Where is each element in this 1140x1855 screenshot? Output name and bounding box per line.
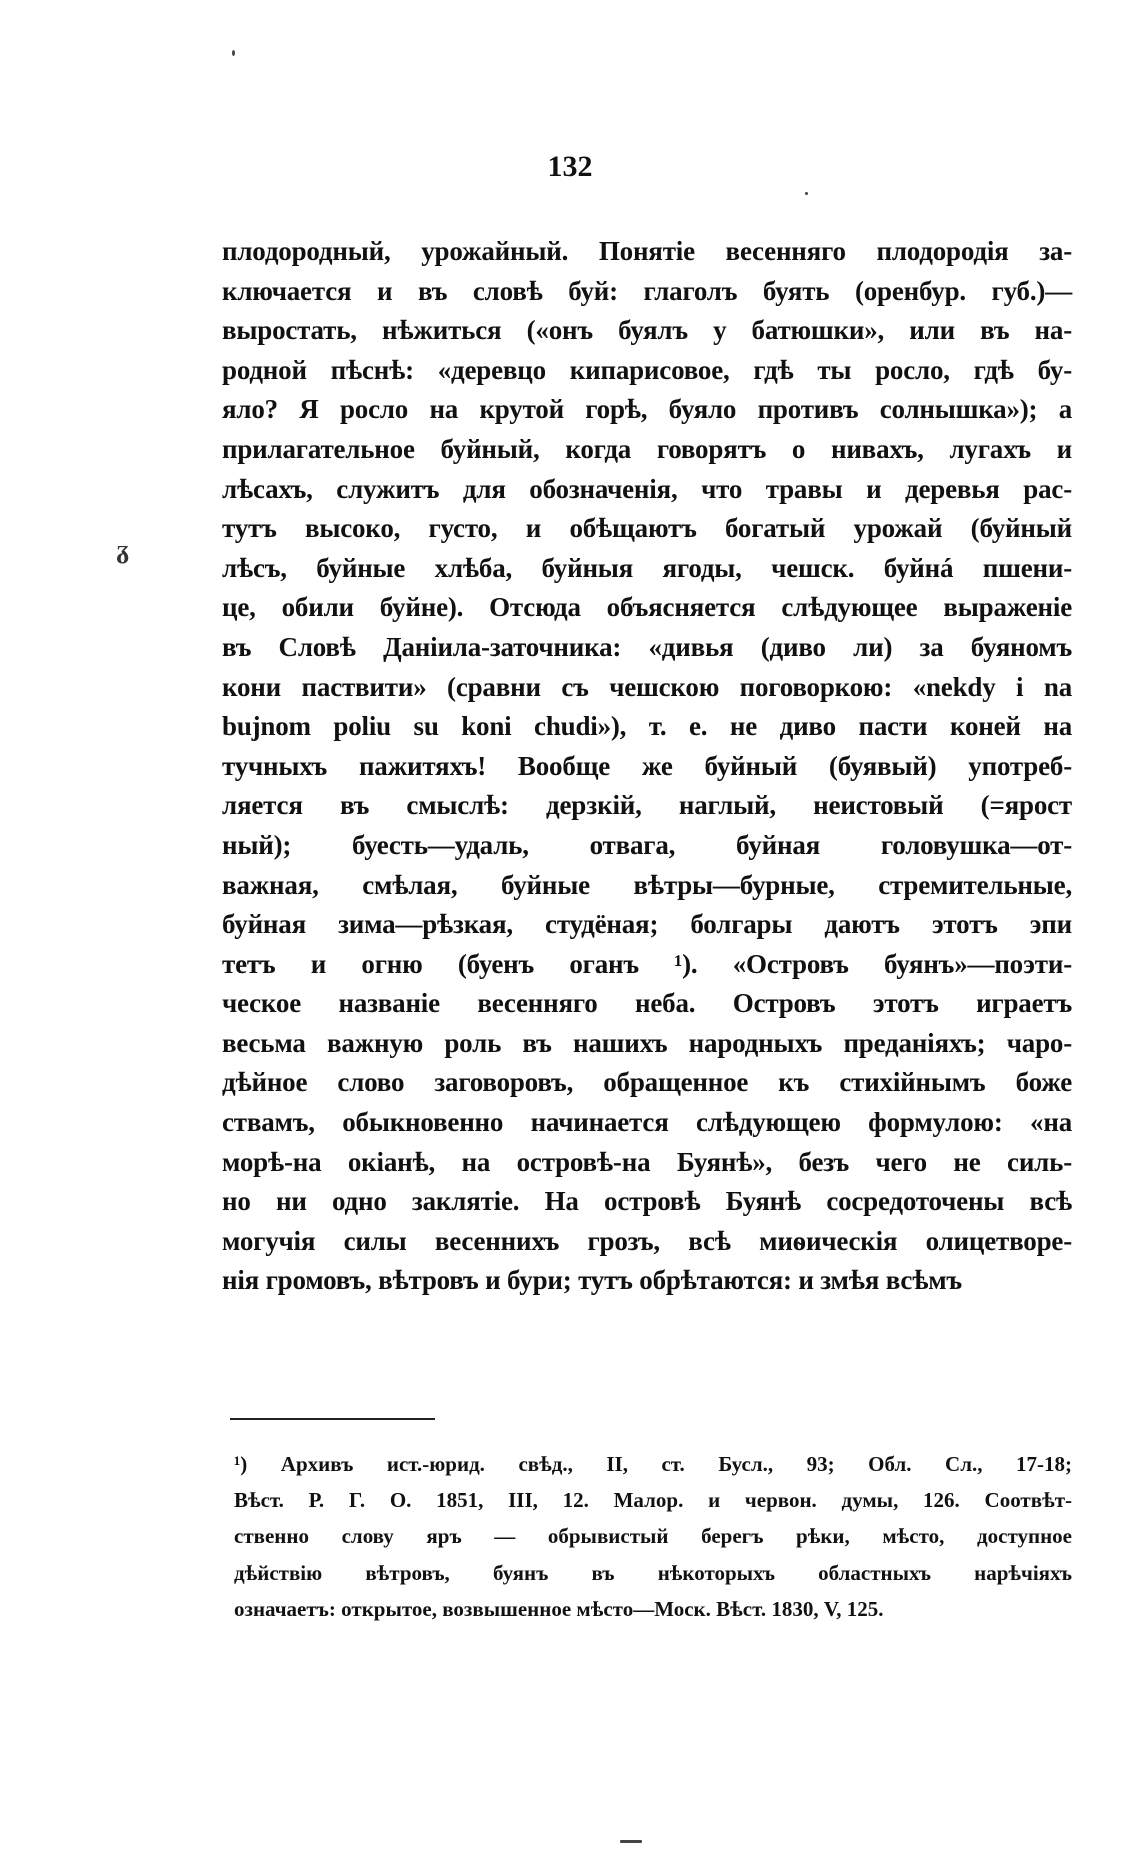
body-text [222, 232, 1072, 1301]
text-line: лѣсахъ, служитъ для обозначенія, что травы и деревья рас- [222, 473, 1072, 504]
text-line: яло? Я росло на крутой горѣ, буяло противъ солнышка»); а [222, 394, 1072, 425]
text-line: це, обили буйне). Отсюда объясняется слѣдующее выраженіе [222, 592, 1072, 623]
footnote-divider [230, 1418, 435, 1420]
text-line: ляется въ смыслѣ: дерзкій, наглый, неистовый (=ярост [222, 790, 1072, 821]
text-line: важная, смѣлая, буйные вѣтры—бурные, стремительные, [222, 869, 1072, 900]
page-number: 132 [547, 150, 593, 183]
footnotes [234, 1446, 1072, 1627]
text-line: выростать, нѣжиться («онъ буялъ у батюшки», или въ на- [222, 315, 1072, 346]
footnote-line: дѣйствію вѣтровъ, буянъ въ нѣкоторыхъ областныхъ нарѣчіяхъ [234, 1560, 1072, 1585]
text-line: плодородный, урожайный. Понятіе весенняго плодородія за- [222, 236, 1072, 266]
text-line: могучія силы весеннихъ грозъ, всѣ миѳическія олицетворе- [222, 1225, 1072, 1256]
text-line: родной пѣснѣ: «деревцо кипарисовое, гдѣ ты росло, гдѣ бу- [222, 354, 1072, 385]
text-line: bujnom poliu su koni chudi»), т. е. не диво пасти коней на [222, 711, 1072, 742]
ink-speck [232, 50, 235, 56]
text-line: ный); буесть—удаль, отвага, буйная головушка—от- [222, 829, 1072, 860]
footnote-line: ственно слову яръ — обрывистый берегъ рѣки, мѣсто, доступное [234, 1524, 1072, 1549]
text-line: ствамъ, обыкновенно начинается слѣдующею формулою: «на [222, 1107, 1072, 1138]
footnote-line: Вѣст. Р. Г. О. 1851, III, 12. Малор. и червон. думы, 126. Соотвѣт- [234, 1488, 1072, 1513]
text-line: тутъ высоко, густо, и обѣщаютъ богатый урожай (буйный [222, 513, 1072, 544]
text-line: прилагательное буйный, когда говорятъ о нивахъ, лугахъ и [222, 433, 1072, 464]
ink-speck [620, 1840, 642, 1843]
text-line: тетъ и огню (буенъ оганъ ¹). «Островъ буянъ»—поэти- [222, 948, 1072, 979]
text-line: ключается и въ словѣ буй: глаголъ буять (оренбур. губ.)— [222, 275, 1072, 306]
text-line: но ни одно заклятіе. На островѣ Буянѣ сосредоточены всѣ [222, 1186, 1072, 1217]
text-line: ческое названіе весенняго неба. Островъ этотъ играетъ [222, 988, 1072, 1019]
ink-speck [805, 192, 808, 195]
text-line: весьма важную роль въ нашихъ народныхъ преданіяхъ; чаро- [222, 1027, 1072, 1058]
text-line: дѣйное слово заговоровъ, обращенное къ стихійнымъ боже [222, 1067, 1072, 1098]
text-line: тучныхъ пажитяхъ! Вообще же буйный (буявый) употреб- [222, 750, 1072, 781]
text-line: въ Словѣ Даніила-заточника: «дивья (диво ли) за буяномъ [222, 631, 1072, 662]
text-line: буйная зима—рѣзкая, студёная; болгары даютъ этотъ эпи [222, 909, 1072, 940]
footnote-line: ¹) Архивъ ист.-юрид. свѣд., II, ст. Бусл., 93; Обл. Сл., 17-18; [234, 1452, 1072, 1476]
text-line: кони паствити» (сравни съ чешскою поговоркою: «nekdy i na [222, 671, 1072, 702]
text-line: лѣсъ, буйные хлѣба, буйныя ягоды, чешск. буйнá пшени- [222, 552, 1072, 583]
footnote-line: означаетъ: открытое, возвышенное мѣсто—Моск. Вѣст. 1830, V, 125. [234, 1596, 884, 1621]
text-line: нія громовъ, вѣтровъ и бури; тутъ обрѣтаются: и змѣя всѣмъ [222, 1265, 962, 1296]
text-line: морѣ-на окіанѣ, на островѣ-на Буянѣ», безъ чего не силь- [222, 1146, 1072, 1177]
margin-mark: ᵹ [116, 535, 130, 564]
